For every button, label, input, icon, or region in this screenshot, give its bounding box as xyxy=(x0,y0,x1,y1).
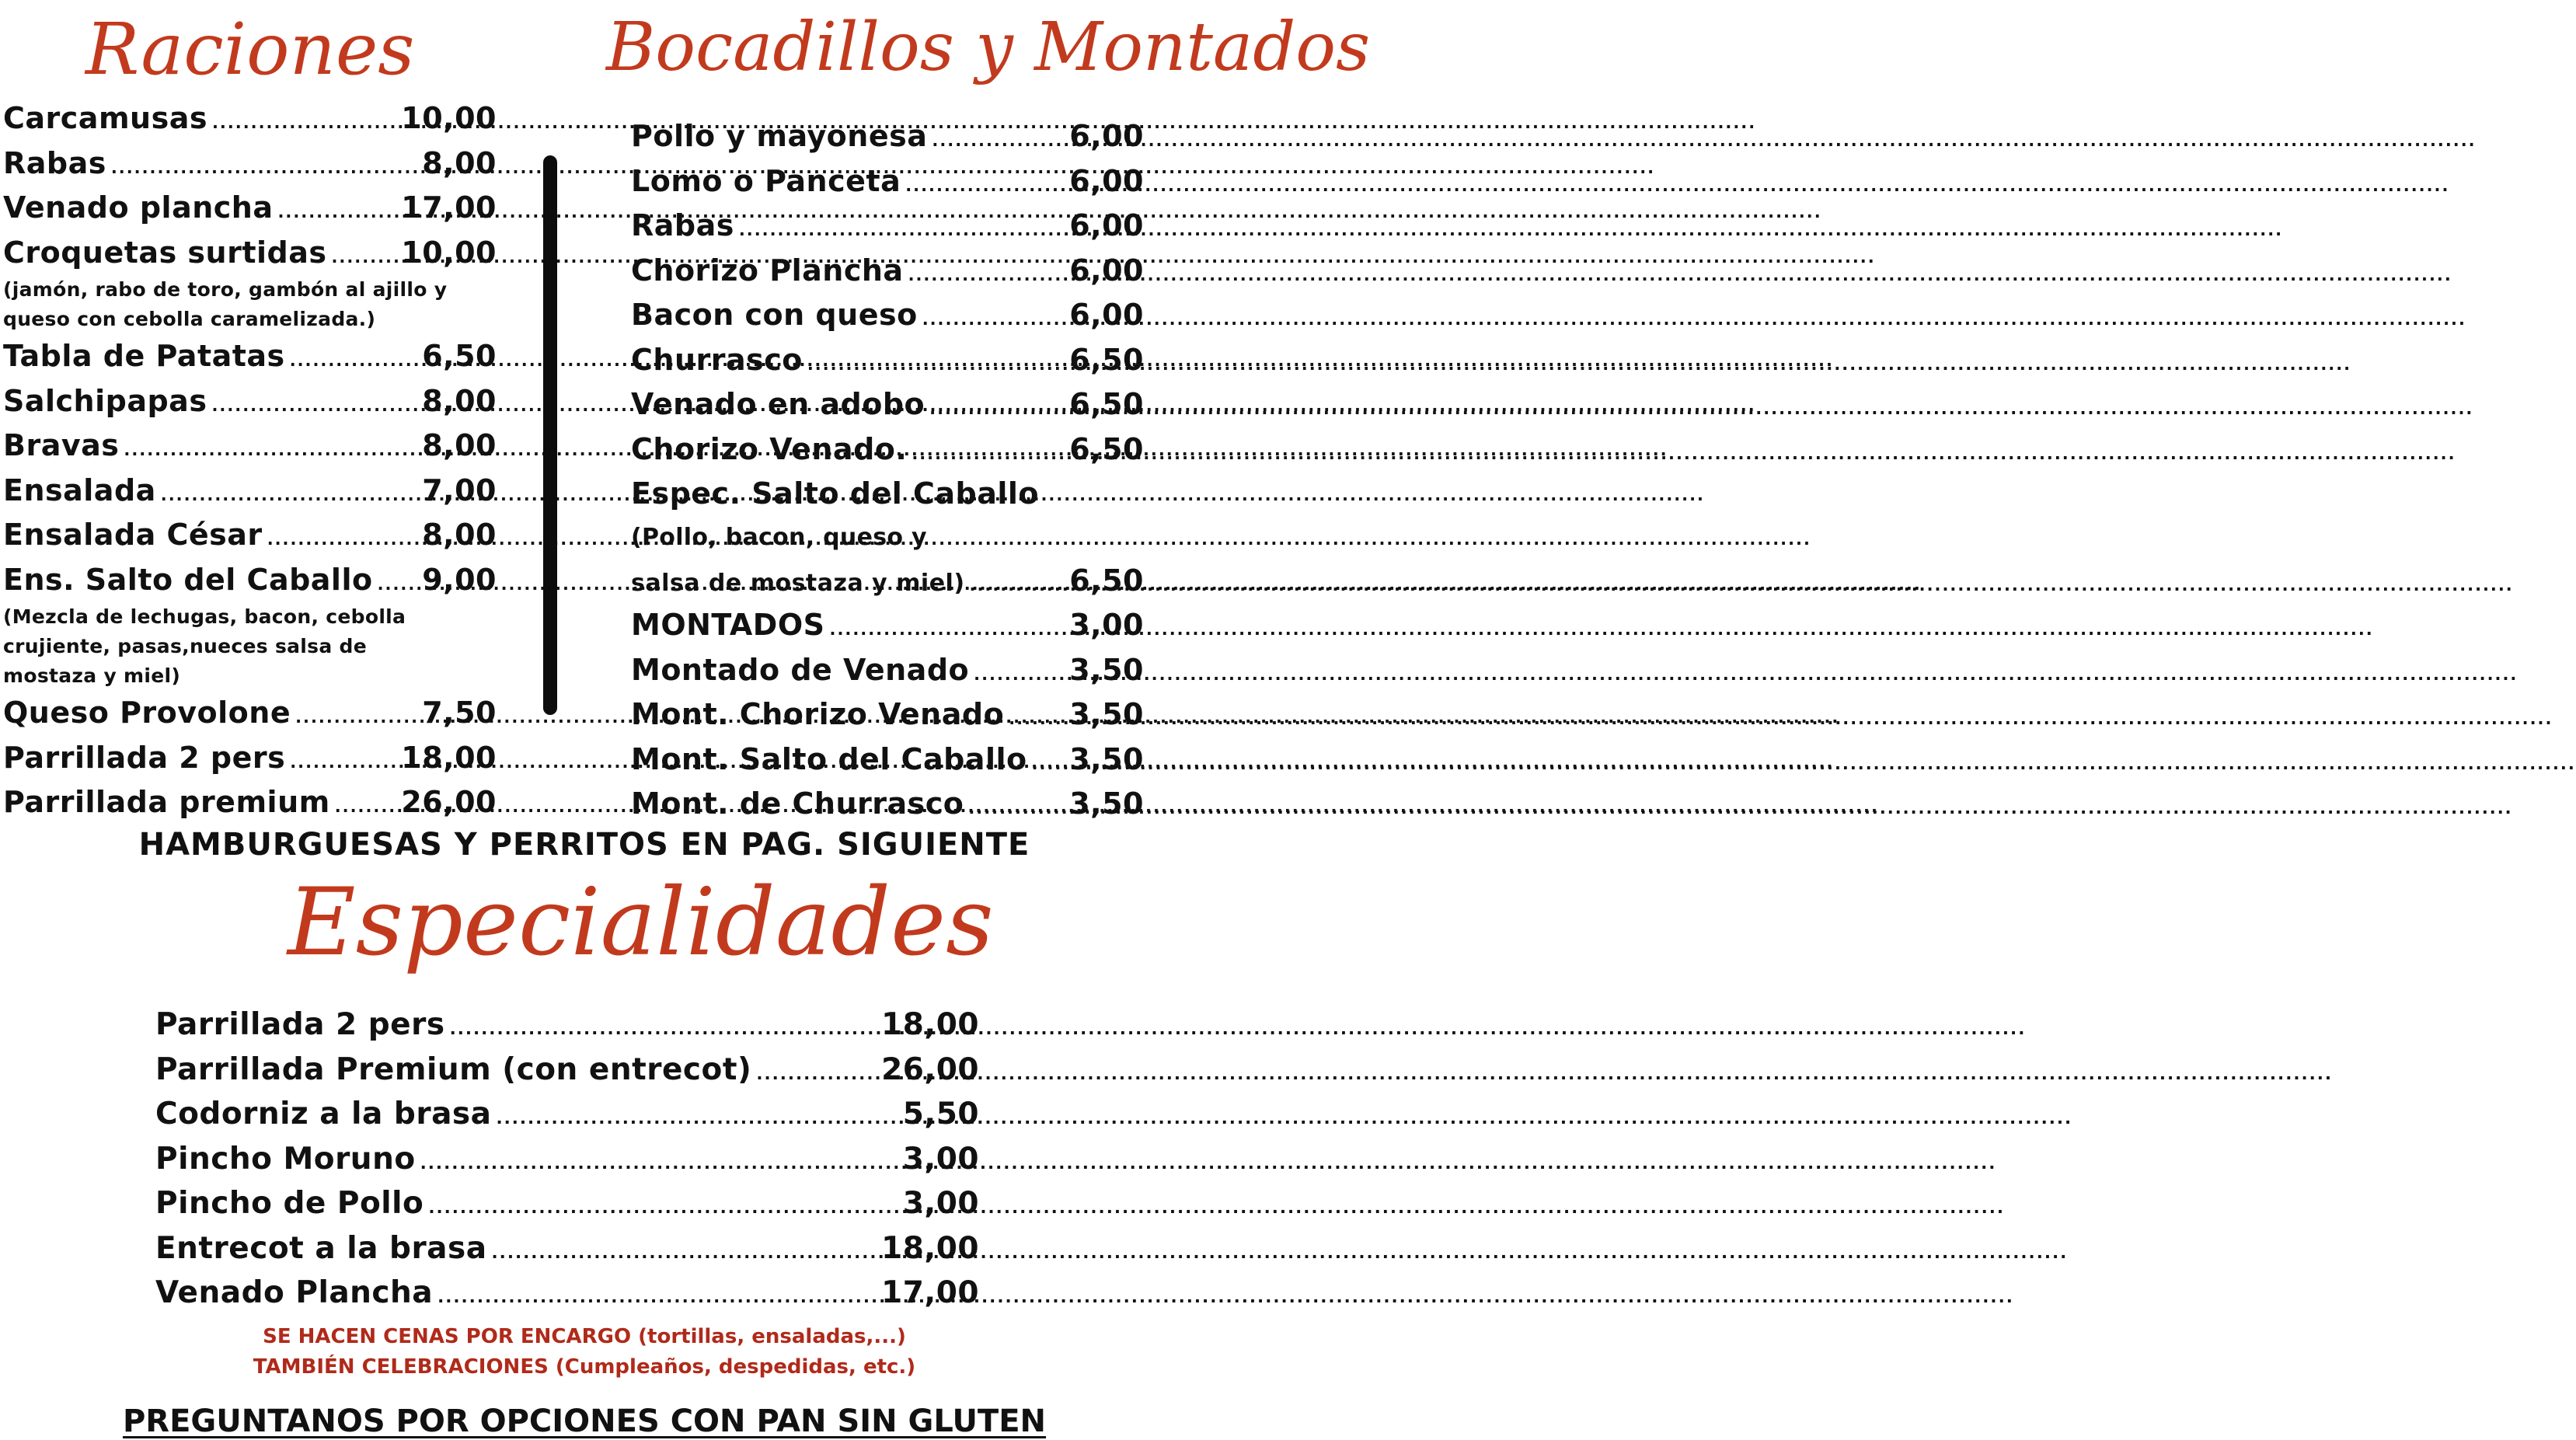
dot-leader xyxy=(428,1186,898,1231)
menu-item-name: Parrillada 2 pers xyxy=(3,740,286,775)
dot-leader xyxy=(212,101,396,146)
menu-item-name: Chorizo Venado. xyxy=(631,431,908,466)
menu-item-name: Ens. Salto del Caballo xyxy=(3,562,373,597)
menu-item-name: Ensalada xyxy=(3,472,156,507)
menu-item xyxy=(631,427,1144,472)
dot-leader xyxy=(756,1052,877,1097)
dot-leader xyxy=(830,608,1065,653)
menu-item-name: Tabla de Patatas xyxy=(3,339,285,373)
menu-item xyxy=(3,736,497,781)
menu-item-name: Pincho de Pollo xyxy=(155,1186,424,1221)
menu-item-name: MONTADOS xyxy=(631,608,825,642)
menu-item xyxy=(3,691,497,736)
menu-item-price: 6,50 xyxy=(1069,387,1144,421)
dot-leader xyxy=(161,473,417,518)
menu-item-price: 17,00 xyxy=(401,190,497,225)
menu-item xyxy=(631,603,1144,648)
menu-item-name: Ensalada César xyxy=(3,518,263,552)
menu-item-name: Codorniz a la brasa xyxy=(155,1097,492,1131)
menu-item-price: 10,00 xyxy=(401,101,497,135)
menu-item-price: 3,00 xyxy=(902,1141,979,1177)
menu-item-name: Entrecot a la brasa xyxy=(155,1230,487,1266)
especialidades-list xyxy=(155,1002,979,1316)
dot-leader xyxy=(267,518,418,563)
menu-item-name: Venado Plancha xyxy=(155,1275,434,1310)
dot-leader xyxy=(492,1231,877,1276)
dot-leader xyxy=(739,208,1065,253)
menu-item xyxy=(155,1048,979,1093)
menu-item-price: 7,50 xyxy=(422,696,497,730)
menu-item xyxy=(631,293,1144,338)
dot-leader xyxy=(807,343,1065,388)
dot-leader xyxy=(450,1007,877,1052)
menu-item-name: Bacon con queso xyxy=(631,298,918,332)
menu-item-price: 18,00 xyxy=(401,740,497,775)
menu-item xyxy=(3,780,497,825)
menu-item-name: Rabas xyxy=(3,145,106,180)
menu-item-name: Venado en adobo xyxy=(631,387,925,421)
bocadillos-list xyxy=(631,114,1144,827)
menu-item xyxy=(3,379,497,424)
menu-item-price: 8,00 xyxy=(422,383,497,418)
menu-item-price: 18,00 xyxy=(881,1007,979,1042)
dot-leader xyxy=(932,119,1065,164)
menu-item-name: Rabas xyxy=(631,208,734,242)
dot-leader xyxy=(277,190,396,235)
menu-item-price: 3,50 xyxy=(1069,652,1144,687)
menu-item xyxy=(631,382,1144,427)
bocadillos-title: Bocadillos y Montados xyxy=(606,9,1371,86)
menu-item-name: Parrillada premium xyxy=(3,785,330,819)
dot-leader xyxy=(420,1142,898,1187)
menu-item-price: 6,50 xyxy=(422,339,497,373)
menu-item-name: Mont. Salto del Caballo xyxy=(631,741,1027,776)
menu-item-name: Bravas xyxy=(3,428,120,462)
dot-leader xyxy=(912,432,1065,477)
menu-item xyxy=(155,1181,979,1226)
menu-item-price: 6,50 xyxy=(1069,563,1144,598)
dot-leader xyxy=(974,653,1065,698)
dot-leader xyxy=(929,387,1065,432)
menu-item-name: Salchipapas xyxy=(3,383,207,418)
menu-item-name: Espec. Salto del Caballo xyxy=(631,476,1040,511)
dot-leader xyxy=(124,428,417,473)
menu-item-price: 3,00 xyxy=(902,1186,979,1221)
gluten-notice xyxy=(0,1403,1169,1439)
menu-item-name: Pollo y mayonesa xyxy=(631,119,928,153)
menu-item-price: 9,00 xyxy=(422,562,497,597)
menu-item-price: 3,00 xyxy=(1069,608,1144,642)
menu-item-price: 8,00 xyxy=(422,145,497,180)
menu-item-price: 6,00 xyxy=(1069,298,1144,332)
dot-leader xyxy=(496,1097,898,1142)
dot-leader xyxy=(295,696,417,741)
menu-item xyxy=(3,469,497,514)
menu-item xyxy=(155,1137,979,1182)
menu-item xyxy=(631,648,1144,693)
dot-leader xyxy=(111,146,417,191)
menu-item-price: 6,00 xyxy=(1069,208,1144,242)
gluten-notice-text: PREGUNTANOS POR OPCIONES CON PAN SIN GLUTEN xyxy=(122,1403,1047,1439)
menu-item xyxy=(631,692,1144,737)
menu-item-price: 6,50 xyxy=(1069,342,1144,377)
menu-item-price: 6,50 xyxy=(1069,431,1144,466)
menu-item xyxy=(3,334,497,379)
dot-leader xyxy=(922,298,1065,343)
menu-item xyxy=(155,1271,979,1316)
menu-item xyxy=(631,472,1144,517)
menu-item-name: Churrasco xyxy=(631,342,803,377)
menu-item-price: 6,00 xyxy=(1069,163,1144,198)
menu-item-name: Carcamusas xyxy=(3,101,207,135)
menu-item-price: 3,50 xyxy=(1069,697,1144,731)
menu-item xyxy=(3,424,497,469)
menu-item xyxy=(631,204,1144,249)
menu-item-price: 10,00 xyxy=(401,235,497,270)
dot-leader xyxy=(211,384,417,429)
menu-item-price: 8,00 xyxy=(422,518,497,552)
menu-item-name: Mont. de Churrasco xyxy=(631,786,964,821)
dot-leader xyxy=(437,1275,877,1320)
encargo-line-2-rest: (Cumpleaños, despedidas, etc.) xyxy=(548,1355,916,1379)
menu-item xyxy=(631,159,1144,204)
menu-item xyxy=(3,96,497,141)
encargo-line-2-caps: TAMBIÉN CELEBRACIONES xyxy=(253,1355,549,1379)
item-note: (Mezcla de lechugas, bacon, cebolla xyxy=(3,605,406,628)
dot-leader xyxy=(331,235,396,281)
menu-item xyxy=(155,1092,979,1137)
menu-item-name: Chorizo Plancha xyxy=(631,253,904,288)
item-note: (Pollo, bacon, queso y xyxy=(631,523,927,551)
dot-leader xyxy=(378,563,418,608)
menu-item-price: 3,50 xyxy=(1069,786,1144,821)
dot-leader xyxy=(290,741,396,786)
menu-item xyxy=(155,1226,979,1271)
menu-item xyxy=(631,338,1144,383)
menu-item-price: 5,50 xyxy=(902,1097,979,1131)
dot-leader xyxy=(290,339,418,384)
especialidades-title: Especialidades xyxy=(288,869,994,977)
menu-item xyxy=(631,737,1144,783)
menu-item-name: Lomo o Panceta xyxy=(631,163,901,198)
menu-item-name: Queso Provolone xyxy=(3,696,291,730)
dot-leader xyxy=(1009,697,1065,742)
menu-item xyxy=(631,114,1144,159)
dot-leader xyxy=(335,785,397,830)
menu-item-price: 26,00 xyxy=(401,785,497,819)
encargo-line-2 xyxy=(0,1355,1169,1379)
menu-item xyxy=(3,558,497,603)
encargo-line-1-rest: (tortillas, ensaladas,...) xyxy=(631,1325,906,1348)
menu-item xyxy=(3,186,497,231)
dot-leader xyxy=(1032,742,1065,787)
menu-item-name: Mont. Chorizo Venado xyxy=(631,697,1005,731)
menu-item-name: Croquetas surtidas xyxy=(3,235,327,270)
menu-item xyxy=(155,1002,979,1048)
encargo-line-1 xyxy=(0,1325,1169,1348)
menu-item-price: 6,00 xyxy=(1069,253,1144,288)
menu-item xyxy=(3,513,497,558)
menu-item xyxy=(631,782,1144,827)
menu-item-price: 3,50 xyxy=(1069,741,1144,776)
raciones-title: Raciones xyxy=(85,8,415,91)
item-note: queso con cebolla caramelizada.) xyxy=(3,308,376,330)
hamburguesas-notice: HAMBURGUESAS Y PERRITOS EN PAG. SIGUIENTE xyxy=(138,827,1030,863)
raciones-list xyxy=(3,96,497,825)
menu-item xyxy=(631,249,1144,294)
menu-item xyxy=(3,231,497,276)
menu-item-price: 6,00 xyxy=(1069,119,1144,153)
menu-item xyxy=(631,559,1144,604)
menu-item-name: Parrillada 2 pers xyxy=(155,1007,445,1042)
item-note: mostaza y miel) xyxy=(3,664,181,687)
menu-item-name: Pincho Moruno xyxy=(155,1141,416,1177)
menu-item-name: salsa de mostaza y miel) xyxy=(631,569,965,597)
dot-leader xyxy=(905,164,1065,209)
encargo-line-1-caps: SE HACEN CENAS POR ENCARGO xyxy=(263,1325,632,1348)
menu-item-price: 8,00 xyxy=(422,428,497,462)
menu-item-price: 17,00 xyxy=(881,1275,979,1310)
item-note: crujiente, pasas,nueces salsa de xyxy=(3,635,367,657)
dot-leader xyxy=(908,253,1065,298)
menu-item-name: Venado plancha xyxy=(3,190,274,225)
menu-item-name: Parrillada Premium (con entrecot) xyxy=(155,1051,752,1087)
menu-item-price: 7,00 xyxy=(422,472,497,507)
item-note: (jamón, rabo de toro, gambón al ajillo y xyxy=(3,278,448,301)
menu-item-price: 18,00 xyxy=(881,1230,979,1266)
menu-item-price: 26,00 xyxy=(881,1051,979,1087)
dot-leader xyxy=(970,563,1065,608)
menu-item xyxy=(3,141,497,187)
menu-item-name: Montado de Venado xyxy=(631,652,970,687)
dot-leader xyxy=(968,786,1065,832)
column-divider xyxy=(543,155,557,715)
